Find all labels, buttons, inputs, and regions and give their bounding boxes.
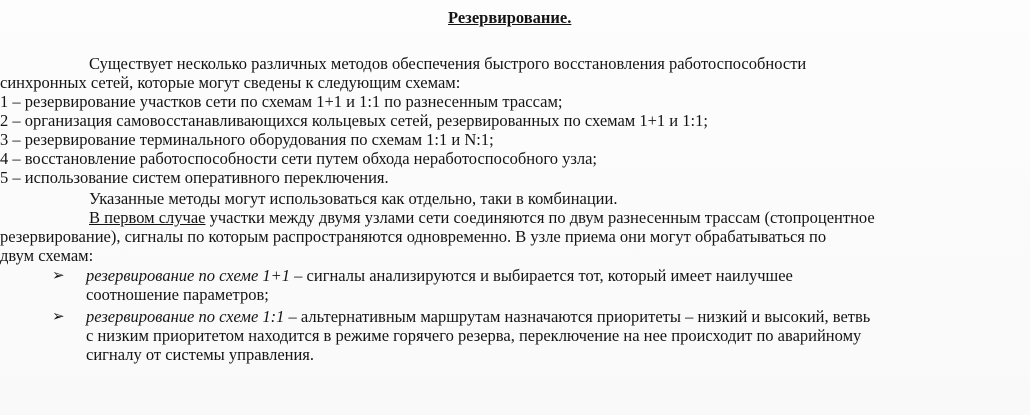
bullet-1-term: резервирование по схеме 1+1 <box>86 266 291 285</box>
page-title: Резервирование. <box>448 8 572 27</box>
first-case-line-1 <box>89 208 875 227</box>
first-case-line-3: двум схемам: <box>0 246 94 265</box>
bullet-2-line-3: сигналу от системы управления. <box>86 345 315 364</box>
bullet-1-line-1-rest: – сигналы анализируются и выбирается тот, который имеет наилучшее <box>290 266 793 285</box>
bullet-1-line-2: соотношение параметров; <box>86 285 269 304</box>
arrowhead-bullet-icon: ➢ <box>52 307 65 325</box>
method-item-4: 4 – восстановление работоспособности сети путем обхода неработоспособного узла; <box>0 149 597 168</box>
bullet-2-line-1-rest: – альтернативным маршрутам назначаются приоритеты – низкий и высокий, ветвь <box>284 307 871 326</box>
method-item-3: 3 – резервирование терминального оборудования по схемам 1:1 и N:1; <box>0 130 494 149</box>
method-item-5: 5 – использование систем оперативного переключения. <box>0 168 389 187</box>
method-item-2: 2 – организация самовосстанавливающихся кольцевых сетей, резервированных по схемам 1+1 и 1:1; <box>0 111 708 130</box>
bullet-1-line-1 <box>86 266 793 285</box>
first-case-line-2: резервирование), сигналы по которым распространяются одновременно. В узле приема они могут обрабатываться по <box>0 227 827 246</box>
bullet-2-line-2: с низким приоритетом находится в режиме горячего резерва, переключение на нее происходит по аварийному <box>86 326 862 345</box>
combination-text: Указанные методы могут использоваться как отдельно, таки в комбинации. <box>89 189 618 208</box>
first-case-lead: В первом случае <box>89 208 206 227</box>
bullet-2-line-1 <box>86 307 870 326</box>
bullet-2-term: резервирование по схеме 1:1 <box>86 307 285 326</box>
arrowhead-bullet-icon: ➢ <box>52 266 65 284</box>
method-item-1: 1 – резервирование участков сети по схемам 1+1 и 1:1 по разнесенным трассам; <box>0 92 563 111</box>
intro-line-2: синхронных сетей, которые могут сведены к следующим схемам: <box>0 73 461 92</box>
first-case-line-1-rest: участки между двумя узлами сети соединяются по двум разнесенным трассам (стопроцентное <box>205 208 875 227</box>
intro-line-1: Существует несколько различных методов обеспечения быстрого восстановления работоспособности <box>89 54 807 73</box>
